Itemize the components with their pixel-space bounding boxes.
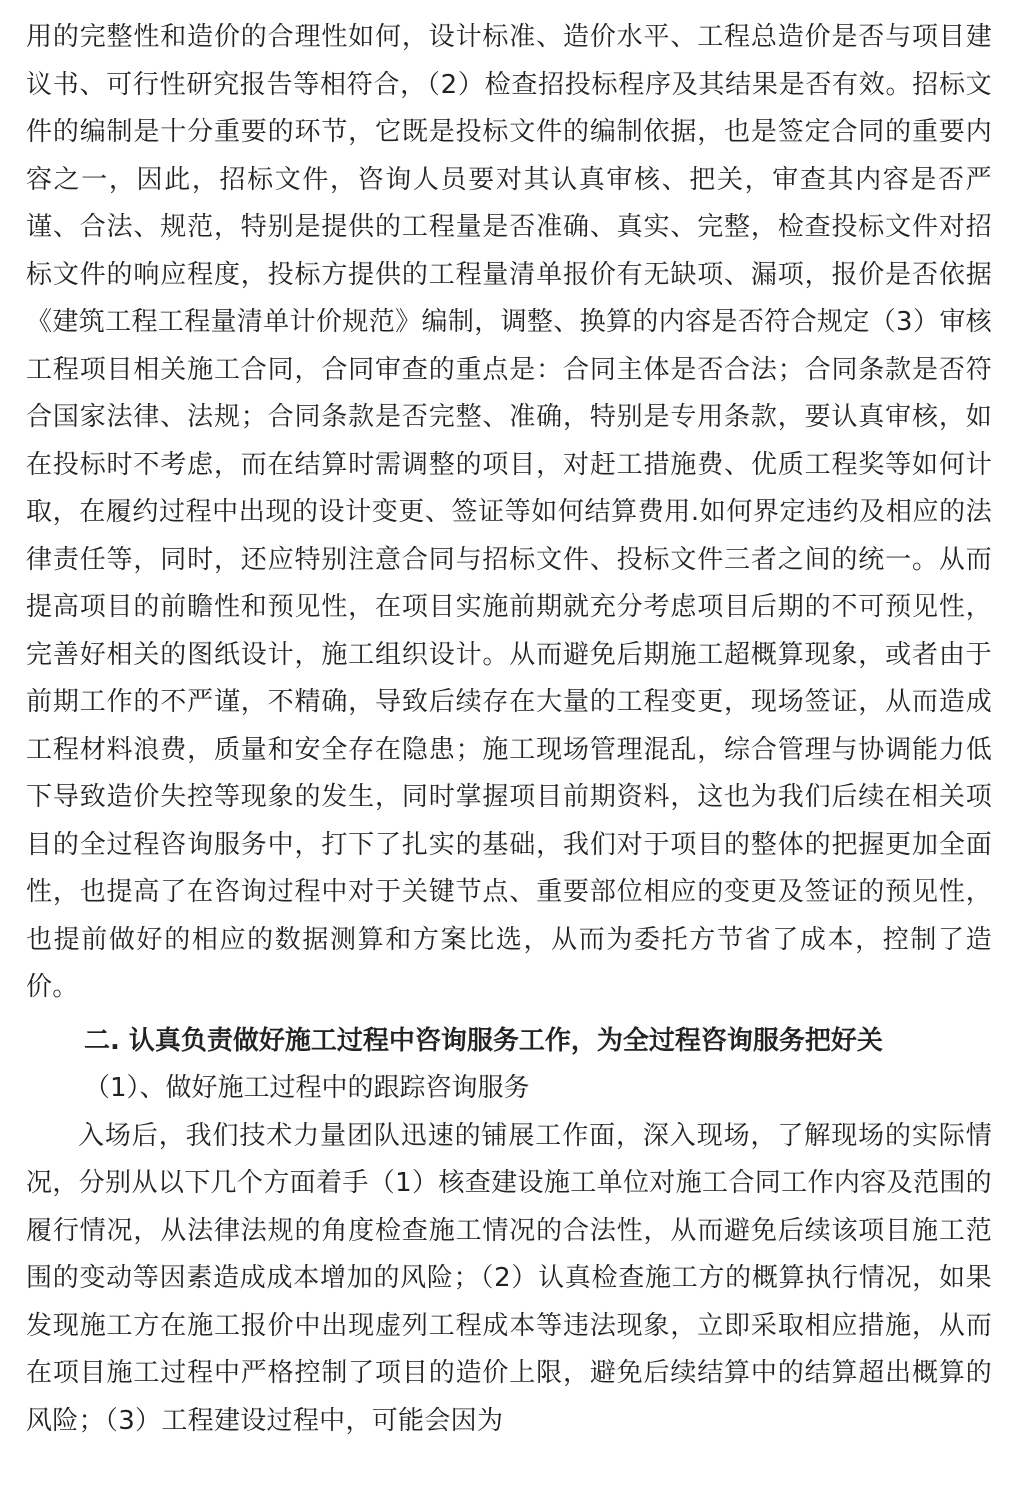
document-page: [26, 14, 992, 1445]
section-heading: 二. 认真负责做好施工过程中咨询服务工作，为全过程咨询服务把好关: [84, 1025, 883, 1056]
subsection-heading: （1）、做好施工过程中的跟踪咨询服务: [84, 1073, 530, 1103]
body-paragraph: 入场后，我们技术力量团队迅速的铺展工作面，深入现场，了解现场的实际情况，分别从以下几个方面着手（1）核查建设施工单位对施工合同工作内容及范围的履行情况，从法律法规的角度检查施工情况的合法性，从而避免后续该项目施工范围的变动等因素造成成本增加的风险；（2）认真检查施工方的概算执行情况，如果发现施工方在施工报价中出现虚列工程成本等违法现象，立即采取相应措施，从而在项目施工过程中严格控制了项目的造价上限，避免后续结算中的结算超出概算的风险；（3）工程建设过程中，可能会因为: [26, 1120, 992, 1436]
body-paragraph-continued: 用的完整性和造价的合理性如何，设计标准、造价水平、工程总造价是否与项目建议书、可行性研究报告等相符合，（2）检查招投标程序及其结果是否有效。招标文件的编制是十分重要的环节，它既是投标文件的编制依据，也是签定合同的重要内容之一，因此，招标文件，咨询人员要对其认真审核、把关，审查其内容是否严谨、合法、规范，特别是提供的工程量是否准确、真实、完整，检查投标文件对招标文件的响应程度，投标方提供的工程量清单报价有无缺项、漏项，报价是否依据《建筑工程工程量清单计价规范》编制，调整、换算的内容是否符合规定（3）审核工程项目相关施工合同，合同审查的重点是：合同主体是否合法；合同条款是否符合国家法律、法规；合同条款是否完整、准确，特别是专用条款，要认真审核，如在投标时不考虑，而在结算时需调整的项目，对赶工措施费、优质工程奖等如何计取，在履约过程中出现的设计变更、签证等如何结算费用.如何界定违约及相应的法律责任等，同时，还应特别注意合同与招标文件、投标文件三者之间的统一。从而提高项目的前瞻性和预见性，在项目实施前期就充分考虑项目后期的不可预见性，完善好相关的图纸设计，施工组织设计。从而避免后期施工超概算现象，或者由于前期工作的不严谨，不精确，导致后续存在大量的工程变更，现场签证，从而造成工程材料浪费，质量和安全存在隐患；施工现场管理混乱，综合管理与协调能力低下导致造价失控等现象的发生，同时掌握项目前期资料，这也为我们后续在相关项目的全过程咨询服务中，打下了扎实的基础，我们对于项目的整体的把握更加全面性，也提高了在咨询过程中对于关键节点、重要部位相应的变更及签证的预见性，也提前做好的相应的数据测算和方案比选，从而为委托方节省了成本，控制了造价。: [26, 22, 992, 1002]
